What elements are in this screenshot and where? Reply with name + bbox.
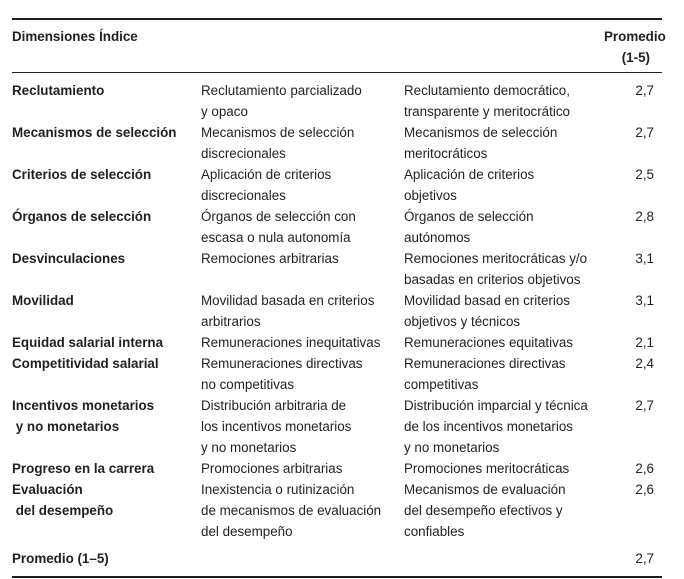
table-footer-row [12, 542, 662, 576]
table-row [12, 122, 662, 164]
table-row [12, 248, 662, 290]
table-row [12, 395, 662, 458]
row-average: 2,7 [635, 125, 654, 140]
table-row [12, 73, 662, 122]
row-average: 2,4 [635, 356, 654, 371]
row-dimension: Evaluación del desempeño [12, 482, 114, 518]
footer-label: Promedio (1–5) [12, 551, 109, 566]
table-row [12, 353, 662, 395]
row-high-value: Mecanismos de selección meritocráticos [404, 125, 558, 161]
row-low-value: Remuneraciones directivas no competitivas [201, 356, 363, 392]
row-low-value: Aplicación de criterios discrecionales [201, 167, 332, 203]
row-low-value: Promociones arbitrarias [201, 461, 343, 476]
data-table [12, 18, 666, 578]
row-average: 2,6 [635, 482, 654, 497]
row-high-value: Distribución imparcial y técnica de los incentivos monetarios y no monetarios [404, 398, 588, 455]
row-high-value: Órganos de selección autónomos [404, 209, 534, 245]
header-average-line1: Promedio [604, 29, 666, 44]
table-row [12, 164, 662, 206]
row-high-value: Reclutamiento democrático, transparente y meritocrático [404, 83, 570, 119]
footer-empty-high [404, 542, 604, 576]
table-row [12, 332, 662, 353]
row-dimension: Progreso en la carrera [12, 461, 155, 476]
header-average [604, 20, 666, 72]
header-dimension: Dimensiones Índice [12, 29, 138, 44]
row-dimension: Reclutamiento [12, 83, 105, 98]
row-high-value: Remociones meritocráticas y/o basadas en criterios objetivos [404, 251, 588, 287]
table-body [12, 73, 662, 576]
row-dimension: Incentivos monetarios y no monetarios [12, 398, 155, 434]
row-dimension: Competitividad salarial [12, 356, 159, 371]
table-row [12, 206, 662, 248]
row-average: 2,5 [635, 167, 654, 182]
row-high-value: Movilidad basad en criterios objetivos y técnicos [404, 293, 570, 329]
header-low [201, 20, 404, 72]
row-dimension: Movilidad [12, 293, 74, 308]
row-dimension: Mecanismos de selección [12, 125, 177, 140]
row-low-value: Remuneraciones inequitativas [201, 335, 381, 350]
row-average: 3,1 [635, 293, 654, 308]
row-dimension: Órganos de selección [12, 209, 152, 224]
row-low-value: Reclutamiento parcializado y opaco [201, 83, 362, 119]
row-dimension: Equidad salarial interna [12, 335, 164, 350]
row-low-value: Remociones arbitrarias [201, 251, 339, 266]
row-average: 2,1 [635, 335, 654, 350]
row-average: 3,1 [635, 251, 654, 266]
row-average: 2,7 [635, 398, 654, 413]
row-dimension: Criterios de selección [12, 167, 152, 182]
footer-empty-low [201, 542, 404, 576]
table-header [12, 20, 666, 72]
row-low-value: Inexistencia o rutinización de mecanismos de evaluación del desempeño [201, 482, 382, 539]
row-high-value: Promociones meritocráticas [404, 461, 570, 476]
table-row [12, 458, 662, 479]
row-average: 2,6 [635, 461, 654, 476]
row-high-value: Aplicación de criterios objetivos [404, 167, 535, 203]
row-average: 2,8 [635, 209, 654, 224]
table-row [12, 290, 662, 332]
row-low-value: Mecanismos de selección discrecionales [201, 125, 355, 161]
row-low-value: Órganos de selección con escasa o nula autonomía [201, 209, 356, 245]
row-high-value: Mecanismos de evaluación del desempeño efectivos y confiables [404, 482, 566, 539]
footer-average: 2,7 [635, 551, 654, 566]
header-average-line2: (1-5) [621, 50, 650, 65]
row-dimension: Desvinculaciones [12, 251, 126, 266]
row-high-value: Remuneraciones directivas competitivas [404, 356, 566, 392]
row-low-value: Distribución arbitraria de los incentivos monetarios y no monetarios [201, 398, 352, 455]
table-row [12, 479, 662, 542]
row-low-value: Movilidad basada en criterios arbitrarios [201, 293, 375, 329]
table-bottom-rule [12, 576, 662, 578]
row-average: 2,7 [635, 83, 654, 98]
row-high-value: Remuneraciones equitativas [404, 335, 573, 350]
header-high [404, 20, 604, 72]
